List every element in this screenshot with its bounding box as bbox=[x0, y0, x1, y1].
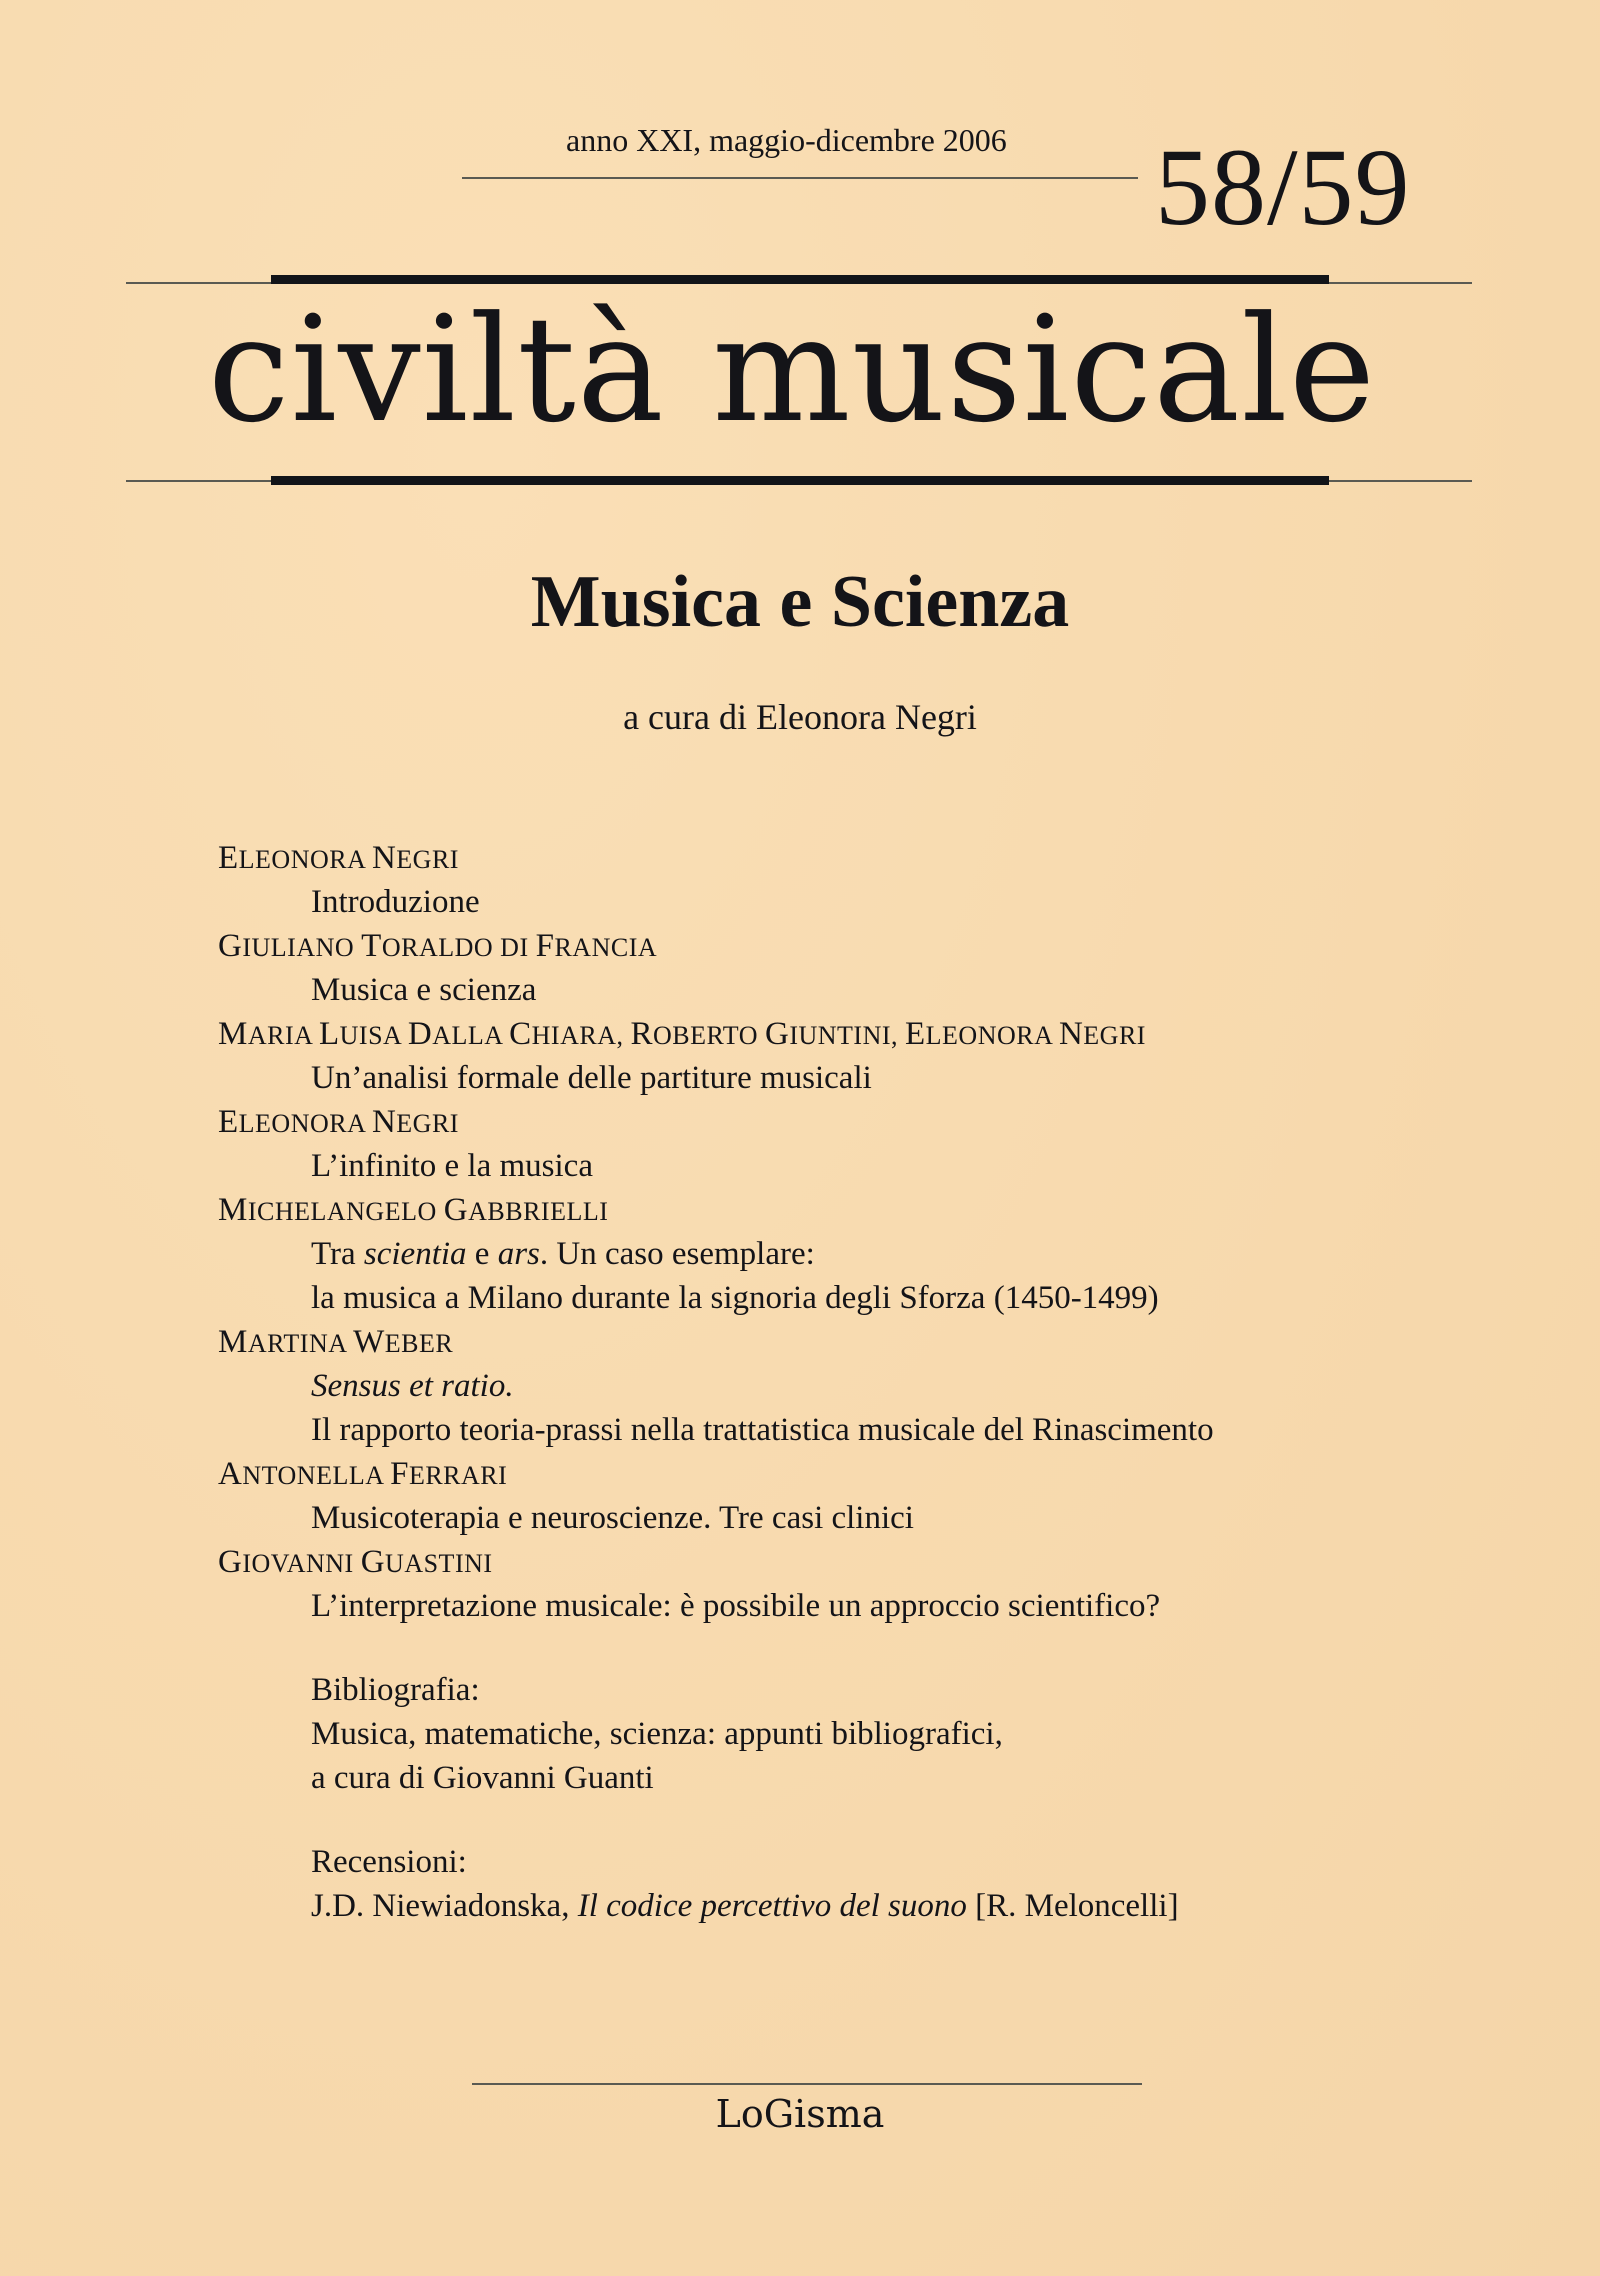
review-book-title: Il codice percettivo del suono bbox=[577, 1888, 967, 1924]
toc-author: ELEONORA NEGRI bbox=[218, 840, 459, 876]
toc-author: MARTINA WEBER bbox=[218, 1324, 454, 1360]
toc-title: Introduzione bbox=[311, 884, 480, 920]
toc-entry bbox=[218, 924, 1418, 1012]
bibliography-line: a cura di Giovanni Guanti bbox=[311, 1760, 654, 1796]
italic-term: scientia bbox=[363, 1236, 467, 1272]
toc-title: Un’analisi formale delle partiture musicali bbox=[311, 1060, 872, 1096]
spacer bbox=[218, 1800, 1418, 1840]
reviews-section bbox=[218, 1840, 1418, 1928]
issue-number: 58/59 bbox=[1155, 126, 1411, 248]
text-run: . Un caso esemplare: bbox=[539, 1236, 815, 1272]
publisher-name: LoGisma bbox=[715, 2092, 885, 2136]
issue-date: anno XXI, maggio-dicembre 2006 bbox=[566, 122, 1007, 158]
toc-title-line bbox=[218, 1232, 1418, 1276]
journal-title bbox=[0, 285, 1600, 455]
reviewer: [R. Meloncelli] bbox=[966, 1888, 1179, 1924]
toc-entry bbox=[218, 836, 1418, 924]
reviews-heading: Recensioni: bbox=[311, 1844, 467, 1880]
toc-entry bbox=[218, 1452, 1418, 1540]
toc-author: GIULIANO TORALDO DI FRANCIA bbox=[218, 928, 658, 964]
review-author: J.D. Niewiadonska, bbox=[311, 1888, 578, 1924]
toc-author: ELEONORA NEGRI bbox=[218, 1104, 459, 1140]
table-of-contents bbox=[218, 836, 1418, 1928]
title-top-thick-rule bbox=[271, 275, 1329, 284]
toc-entry bbox=[218, 1540, 1418, 1628]
spacer bbox=[218, 1628, 1418, 1668]
toc-author: MICHELANGELO GABBRIELLI bbox=[218, 1192, 609, 1228]
text-run: . bbox=[505, 1368, 514, 1404]
text-run: Tra bbox=[311, 1236, 364, 1272]
bibliography-heading: Bibliografia: bbox=[311, 1672, 480, 1708]
toc-title: Musicoterapia e neuroscienze. Tre casi clinici bbox=[311, 1500, 914, 1536]
issue-theme-heading: Musica e Scienza bbox=[530, 561, 1070, 643]
journal-title-text: civiltà musicale bbox=[207, 285, 1377, 455]
bibliography-line: Musica, matematiche, scienza: appunti bibliografici, bbox=[311, 1716, 1003, 1752]
toc-title-line bbox=[218, 1364, 1418, 1408]
italic-term: ars bbox=[497, 1236, 540, 1272]
title-bottom-thick-rule bbox=[271, 476, 1329, 485]
italic-term: Sensus et ratio bbox=[311, 1368, 506, 1404]
toc-author: MARIA LUISA DALLA CHIARA, ROBERTO GIUNTINI, ELEONORA NEGRI bbox=[218, 1016, 1146, 1052]
text-run: e bbox=[466, 1236, 498, 1272]
header-rule bbox=[462, 177, 1138, 179]
review-line bbox=[218, 1884, 1418, 1928]
footer-rule bbox=[472, 2083, 1142, 2085]
toc-entry bbox=[218, 1188, 1418, 1320]
bibliography-section bbox=[218, 1668, 1418, 1800]
editor-credit: a cura di Eleonora Negri bbox=[623, 697, 977, 737]
toc-author: ANTONELLA FERRARI bbox=[218, 1456, 508, 1492]
toc-title-line: la musica a Milano durante la signoria degli Sforza (1450-1499) bbox=[311, 1280, 1159, 1316]
toc-author: GIOVANNI GUASTINI bbox=[218, 1544, 493, 1580]
toc-entry bbox=[218, 1100, 1418, 1188]
toc-title: L’interpretazione musicale: è possibile un approccio scientifico? bbox=[311, 1588, 1161, 1624]
toc-title-line: Il rapporto teoria-prassi nella trattatistica musicale del Rinascimento bbox=[311, 1412, 1214, 1448]
toc-title: L’infinito e la musica bbox=[311, 1148, 593, 1184]
toc-title: Musica e scienza bbox=[311, 972, 537, 1008]
toc-entry bbox=[218, 1320, 1418, 1452]
toc-entry bbox=[218, 1012, 1418, 1100]
